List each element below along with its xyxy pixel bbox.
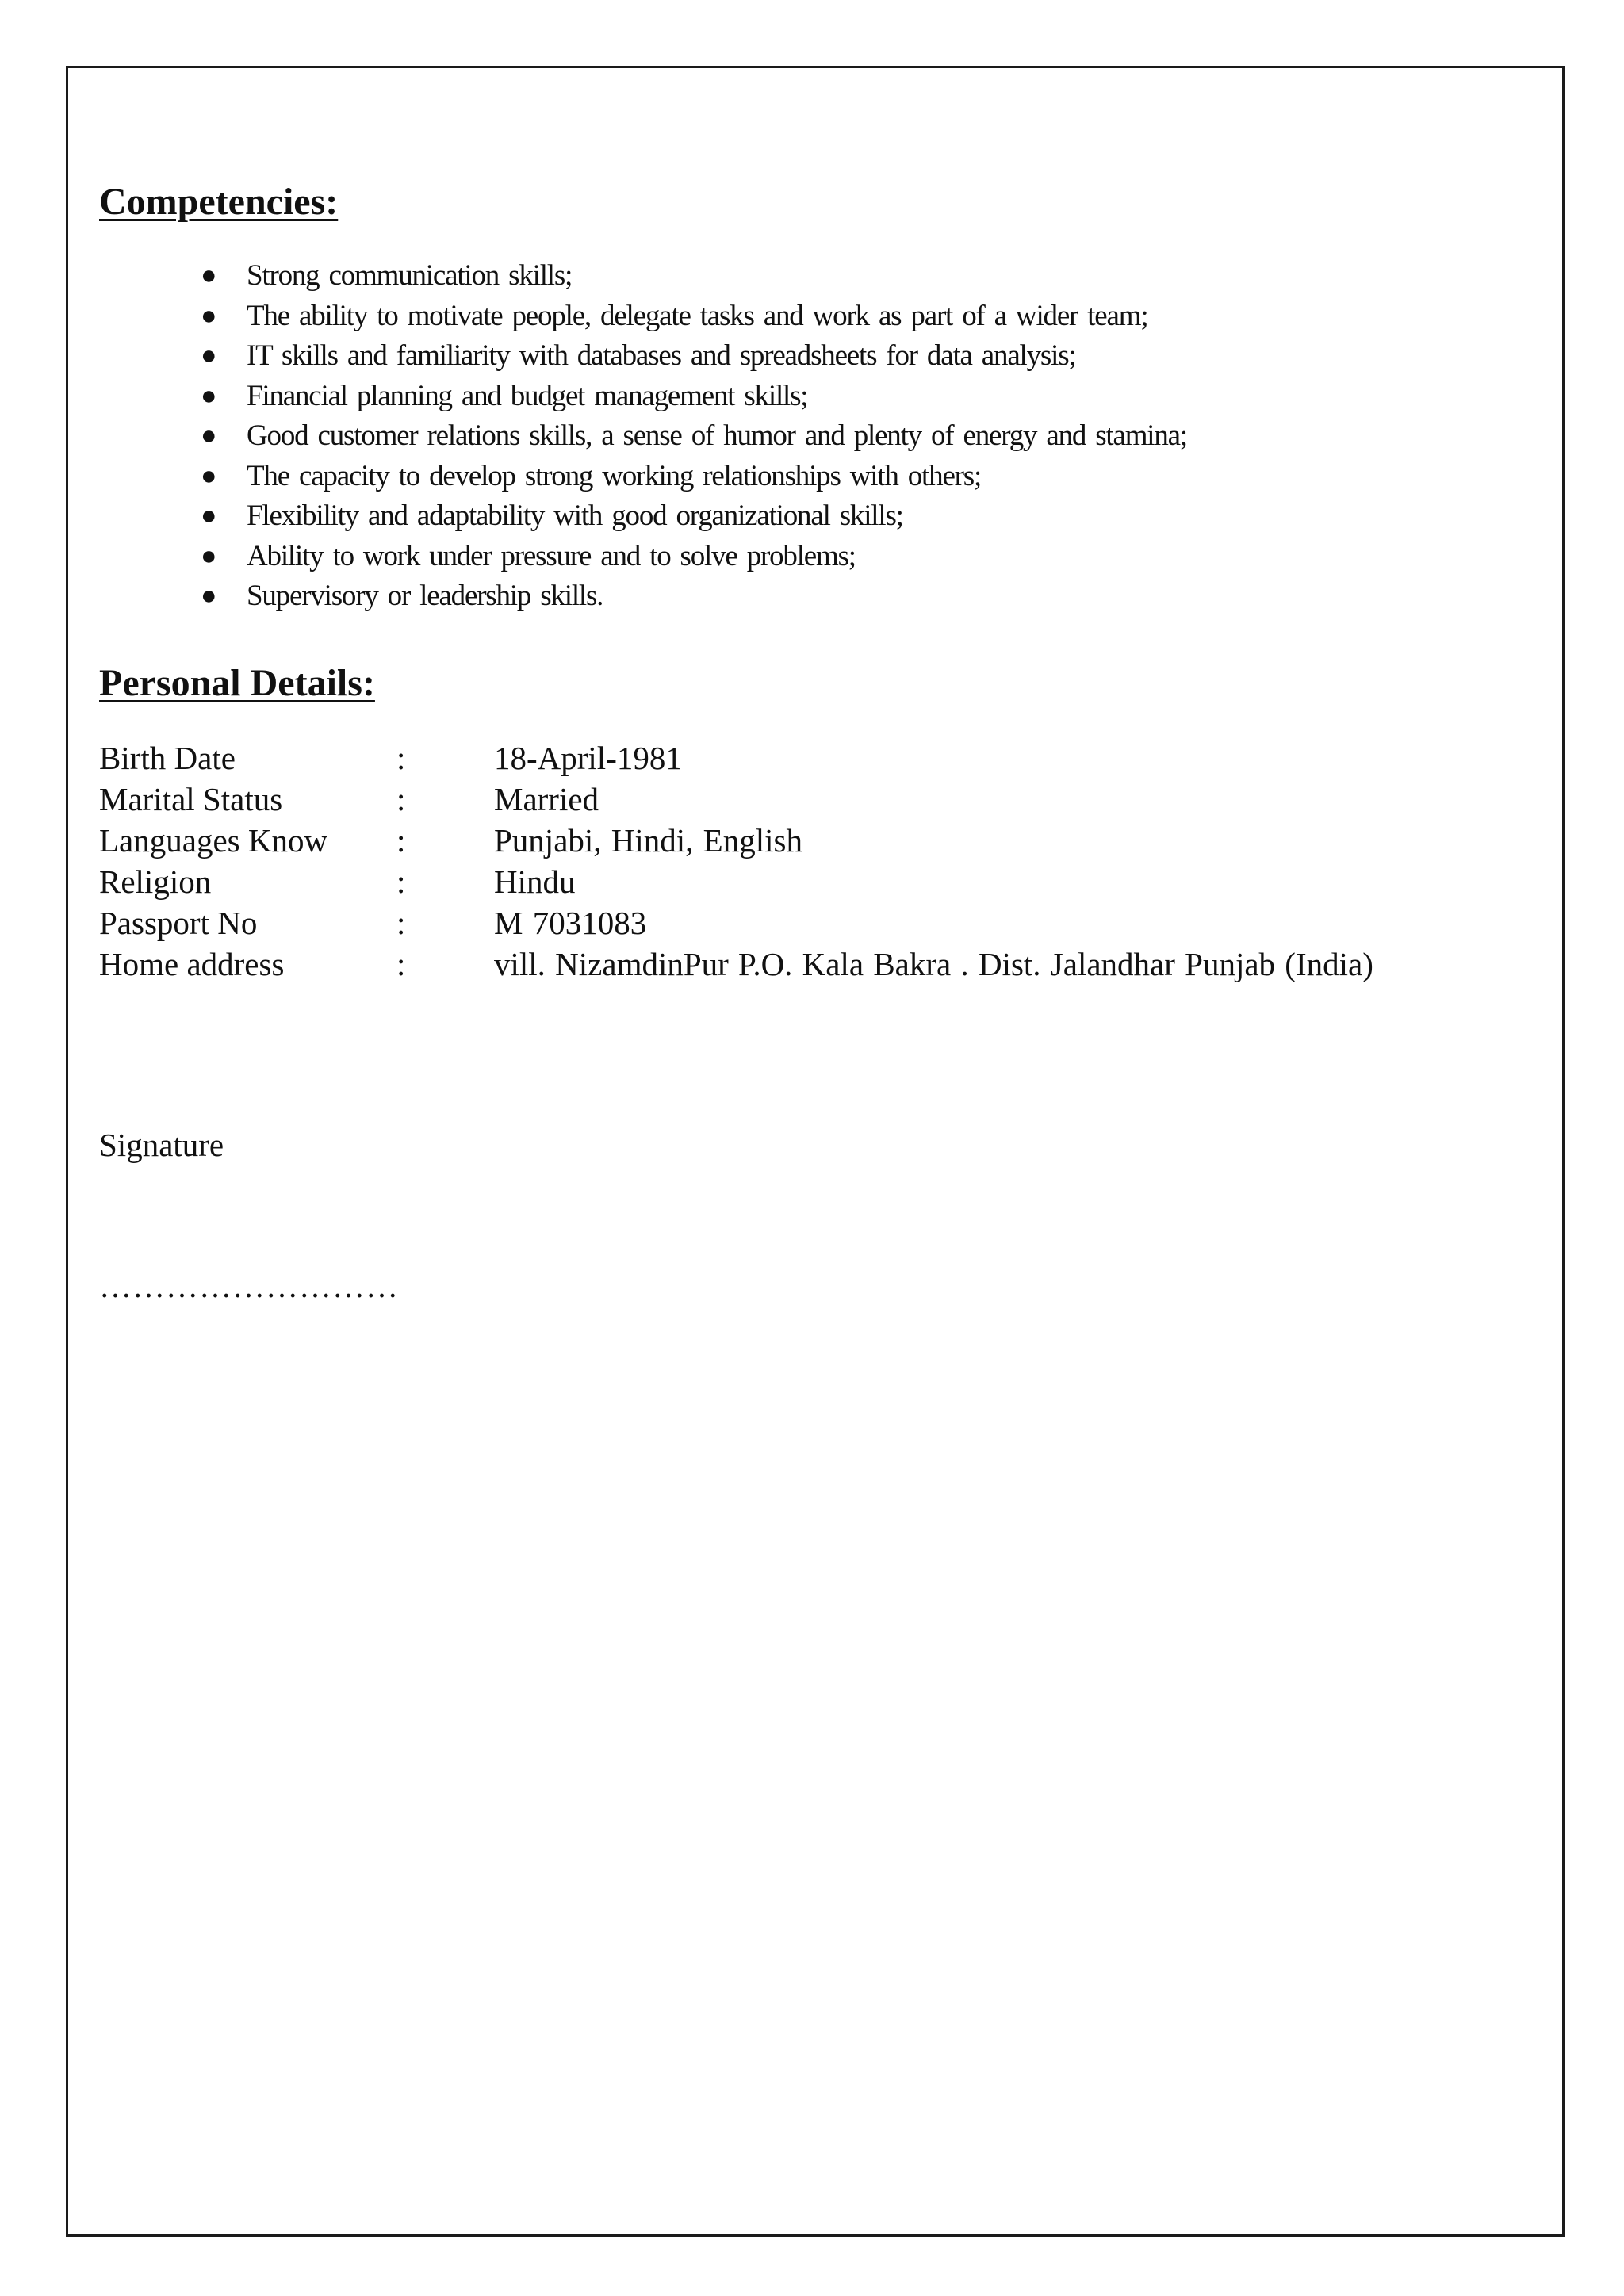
bullet-icon: ● (201, 341, 216, 370)
detail-row-home-address (99, 943, 1526, 985)
list-item (99, 377, 1526, 417)
personal-details-heading: Personal Details: (99, 661, 375, 704)
competency-text: Financial planning and budget management skills; (247, 379, 808, 412)
detail-label: Birth Date (99, 739, 236, 776)
list-item (99, 297, 1526, 337)
competency-text: Flexibility and adaptability with good organizational skills; (247, 499, 903, 532)
detail-separator: : (396, 780, 406, 817)
detail-row-passport (99, 902, 1526, 943)
detail-row-birth-date (99, 737, 1526, 779)
bullet-icon: ● (201, 461, 216, 491)
bullet-icon: ● (201, 541, 216, 571)
competency-text: The capacity to develop strong working relationships with others; (247, 459, 982, 492)
detail-value: 18-April-1981 (494, 739, 682, 776)
detail-value: vill. NizamdinPur P.O. Kala Bakra . Dist. Jalandhar Punjab (India) (494, 945, 1373, 982)
competency-text: The ability to motivate people, delegate tasks and work as part of a wider team; (247, 299, 1148, 332)
detail-label: Religion (99, 863, 212, 900)
detail-separator: : (396, 945, 406, 982)
list-item (99, 256, 1526, 297)
bullet-icon: ● (201, 501, 216, 530)
competency-text: Strong communication skills; (247, 259, 573, 292)
detail-label: Home address (99, 945, 285, 982)
detail-value: M 7031083 (494, 904, 647, 941)
competency-text: Good customer relations skills, a sense of humor and plenty of energy and stamina; (247, 419, 1187, 452)
detail-separator: : (396, 863, 406, 900)
signature-line: ……………………… (99, 1268, 399, 1304)
detail-label: Languages Know (99, 821, 328, 859)
detail-value: Married (494, 780, 599, 817)
list-item (99, 457, 1526, 497)
competency-text: Ability to work under pressure and to solve problems; (247, 539, 856, 572)
bullet-icon: ● (201, 581, 216, 610)
detail-separator: : (396, 739, 406, 776)
competencies-list (99, 256, 1526, 617)
list-item (99, 416, 1526, 457)
detail-row-languages (99, 820, 1526, 861)
bullet-icon: ● (201, 300, 216, 331)
detail-row-religion (99, 861, 1526, 902)
detail-value: Hindu (494, 863, 576, 900)
detail-row-marital-status (99, 779, 1526, 820)
detail-label: Marital Status (99, 780, 283, 817)
detail-value: Punjabi, Hindi, English (494, 821, 802, 859)
detail-label: Passport No (99, 904, 258, 941)
bullet-icon: ● (201, 261, 216, 290)
list-item (99, 576, 1526, 617)
competencies-heading: Competencies: (99, 181, 339, 223)
personal-details-table (99, 737, 1526, 985)
detail-separator: : (396, 904, 406, 941)
detail-separator: : (396, 821, 406, 859)
list-item (99, 496, 1526, 537)
competency-text: IT skills and familiarity with databases and spreadsheets for data analysis; (247, 339, 1076, 372)
bullet-icon: ● (201, 381, 216, 411)
document-body (99, 178, 1526, 985)
list-item (99, 336, 1526, 377)
bullet-icon: ● (201, 421, 216, 450)
list-item (99, 537, 1526, 577)
signature-label: Signature (99, 1127, 224, 1163)
competency-text: Supervisory or leadership skills. (247, 580, 603, 612)
